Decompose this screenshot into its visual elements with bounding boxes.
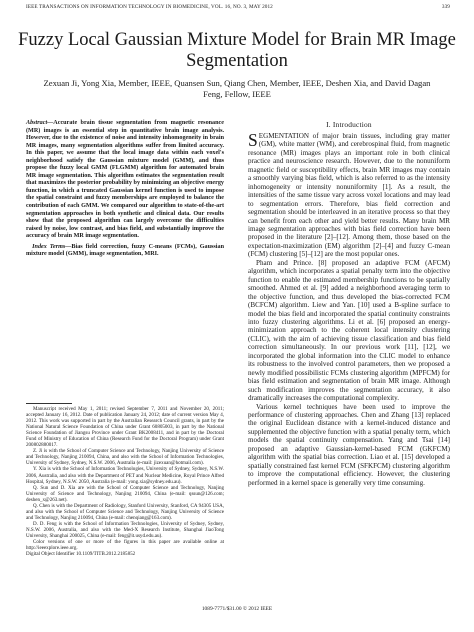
intro-paragraph-3: Various kernel techniques have been used to improve the performance of clustering approaches. Chen and Zhang [13] replaced the original Euclidean distance with a kernel-induced distance and supplemented the objective function with a spatial penalty term, which models the spatial continuity compensation. Yang and Tsai [14] proposed an adaptive Gaussian-kernel-based FCM (GKFCM) algorithm with the spatial bias correction. Liao et al. [15] developed a spatially constrained fast kernel FCM (SFKFCM) clustering algorithm to improve the computational efficiency. However, the clustering performed in a kernel space is generally very time consuming. xyxy=(248,402,450,487)
intro-paragraph-1 xyxy=(248,132,450,259)
footnote-divider xyxy=(26,403,72,404)
index-terms xyxy=(26,244,224,259)
footnote-author-sun-xia: Q. Sun and D. Xia are with the School of Computer Science and Technology, Nanjing University of Science and Technology, Nanjing 210094, China (e-mail: qssun@126.com; deshen_x@263.net). xyxy=(26,484,224,503)
index-terms-text: Bias field correction, fuzzy C-means (FCMs), Gaussian mixture model (GMM), image segmentation, MRI. xyxy=(26,243,224,258)
abstract-lead: Abstract— xyxy=(26,120,54,126)
journal-name: IEEE TRANSACTIONS ON INFORMATION TECHNOLOGY IN BIOMEDICINE, VOL. 16, NO. 3, MAY 2012 xyxy=(26,4,273,10)
footnote-manuscript: Manuscript received May 1, 2011; revised September 7, 2011 and November 20, 2011; accepted January 16, 2012. Date of publication January 24, 2012; date of current version May 4, 2012. This work was supported in part by the Australian Research Council grants, in part by the National Natural Science Foundation of China under Grant 60805003, in part by the National Science Foundation of Jiangsu Province under Grant BK2008411, and in part by the Doctoral Fund of Ministry of Education of China (Research Fund for the Doctoral Program) under Grant 200802880017. xyxy=(26,406,224,449)
section-heading: I. Introduction xyxy=(326,120,372,129)
footnote-author-ji: Z. Ji is with the School of Computer Science and Technology, Nanjing University of Science and Technology, Nanjing 210094, China, and also with the School of Information Technologies, University of Sydney, Sydney, N.S.W. 2006, Australia (e-mail: jizexuan@hotmail.com). xyxy=(26,448,224,467)
index-terms-lead: Index Terms— xyxy=(32,243,72,250)
intro-paragraph-2: Pham and Prince. [8] proposed an adaptive FCM (AFCM) algorithm, which incorporates a spatial penalty term into the objective function to enable the estimated membership functions to be spatially smoothed. Ahmed et al. [9] added a neighborhood averaging term to the objective function, and thus developed the bias-corrected FCM (BCFCM) algorithm. Liew and Yan. [10] used a B-spline surface to model the bias field and incorporated the spatial continuity constraints into fuzzy clustering algorithms. Li et al. [6] proposed an energy-minimization approach to the coherent local intensity clustering (CLIC), with the aim of achieving tissue classification and bias field correction simultaneously. In our previous work [11], [12], we incorporated the global information into the CLIC model to enhance its robustness to the involved control parameters, then we proposed a newly modified possibilistic FCMs clustering algorithm (MPFCM) for bias field estimation and segmentation of brain MR image. Although such modification improves the segmentation accuracy, it also dramatically increases the computational complexity. xyxy=(248,258,450,403)
page-number: 339 xyxy=(441,4,450,10)
abstract-text: Accurate brain tissue segmentation from magnetic resonance (MR) images is an essential step in quantitative brain image analysis. However, due to the existence of noise and intensity inhomogeneity in brain MR images, many segmentation algorithms suffer from limited accuracy. In this paper, we assume that the local image data within each voxel's neighborhood satisfy the Gaussian mixture model (GMM), and thus propose the fuzzy local GMM (FLGMM) algorithm for automated brain MR image segmentation. This algorithm estimates the segmentation result that maximizes the posterior probability by minimizing an objective energy function, in which a truncated Gaussian kernel function is used to impose the spatial constraint and fuzzy memberships are employed to balance the contribution of each GMM. We compared our algorithm to state-of-the-art segmentation approaches in both synthetic and clinical data. Our results show that the proposed algorithm can largely overcome the difficulties raised by noise, low contrast, and bias field, and substantially improve the accuracy of brain MR image segmentation. xyxy=(26,120,224,240)
author-list: Zexuan Ji, Yong Xia, Member, IEEE, Quansen Sun, Qiang Chen, Member, IEEE, Deshen Xia, and David Dagan Feng, Fellow, IEEE xyxy=(43,78,431,99)
footnote-author-chen: Q. Chen is with the Department of Radiology, Stanford University, Stanford, CA 94305 USA, and also with the School of Computer Science and Technology, Nanjing University of Science and Technology, Nanjing 210094, China (e-mail: chenqiang@163.com). xyxy=(26,502,224,521)
footnote-author-xia: Y. Xia is with the School of Information Technologies, University of Sydney, Sydney, N.S.W. 2006, Australia, and also with the Department of PET and Nuclear Medicine, Royal Prince Alfred Hospital, Sydney, N.S.W. 2050, Australia (e-mail: yong.xia@sydney.edu.au). xyxy=(26,466,224,485)
copyright-footer: 1089-7771/$31.00 © 2012 IEEE xyxy=(201,606,273,612)
footnote-author-feng: D. D. Feng is with the School of Information Technologies, University of Sydney, Sydney, N.S.W. 2006, Australia, and also with the Med-X Research Institute, Shanghai JiaoTong University, Shanghai 200025, China (e-mail: feng@it.usyd.edu.au). xyxy=(26,520,224,539)
footnote-color-versions: Color versions of one or more of the figures in this paper are available online at http://ieeexplore.ieee.org. xyxy=(26,539,224,552)
footnotes xyxy=(26,406,224,557)
left-column xyxy=(26,120,224,259)
footnote-doi: Digital Object Identifier 10.1109/TITB.2012.2185852 xyxy=(26,551,136,558)
paper-title: Fuzzy Local Gaussian Mixture Model for Brain MR Image Segmentation xyxy=(18,30,456,71)
abstract xyxy=(26,120,224,241)
right-column xyxy=(248,120,450,487)
intro-paragraph-1-text: EGMENTATION of major brain tissues, including gray matter (GM), white matter (WM), and cerebrospinal fluid, from magnetic resonance (MR) images plays an important role in both clinical practice and neuroscience research. However, due to the nonuniform magnetic field or susceptibility effects, brain MR images may contain a smoothly varying bias field, which is also referred to as the intensity inhomogeneity or intensity nonuniformity [1]. As a result, the intensities of the same tissue vary across voxel locations and may lead to segmentation errors. Therefore, bias field correction and segmentation should be interleaved in an iterative process so that they can benefit from each other and yield better results. Many brain MR image segmentation approaches with bias field correction have been proposed in the literature [2]–[12]. Among them, those based on the expectation-maximization (EM) algorithm [2]–[4] and fuzzy C-mean (FCM) clustering [5]–[12] are the most popular ones. xyxy=(248,132,450,259)
drop-cap: S xyxy=(248,130,258,150)
